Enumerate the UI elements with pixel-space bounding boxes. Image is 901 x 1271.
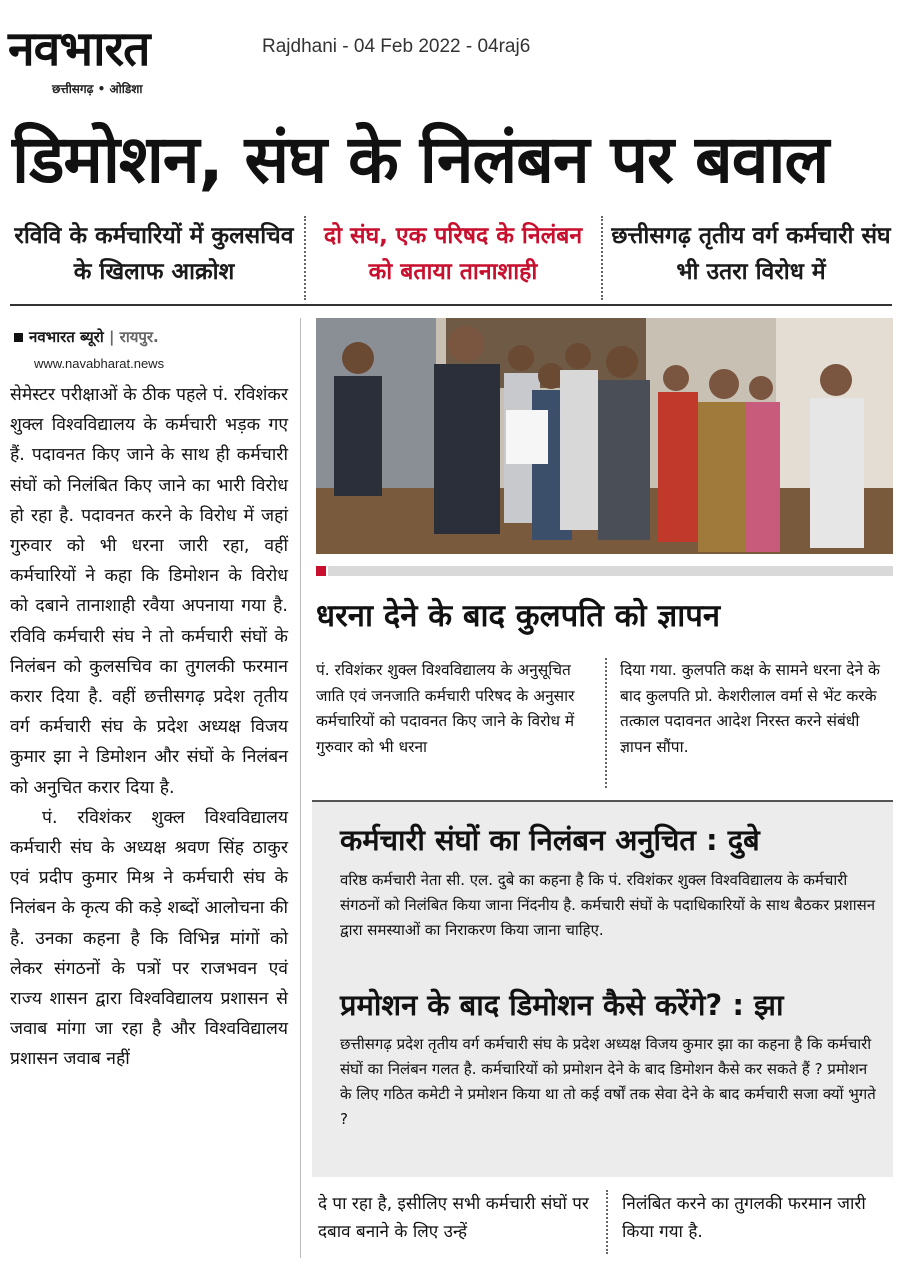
website-link[interactable]: www.navabharat.news <box>34 356 165 371</box>
byline <box>14 327 159 347</box>
subheadline-2: दो संघ, एक परिषद के निलंबन को बताया तानाशाही <box>323 223 583 285</box>
newspaper-logo: नवभारत <box>8 21 150 77</box>
bottom-text-col2: निलंबित करने का तुगलकी फरमान जारी किया गया है. <box>622 1194 866 1242</box>
main-headline: डिमोशन, संघ के निलंबन पर बवाल <box>12 121 829 198</box>
paragraph: सेमेस्टर परीक्षाओं के ठीक पहले पं. रविशंकर शुक्ल विश्वविद्यालय के कर्मचारी भड़क गए हैं. पदावनत किए जाने के साथ ही कर्मचारी संघों को निलंबित किए जाने का भारी विरोध हो रहा है. पदावनत करने के विरोध में जहां गुरुवार को भी धरना जारी रहा, वहीं कर्मचारियों ने कहा कि डिमोशन के विरोध को दबाने तानाशाही रवैया अपनाया गया है. रविवि कर्मचारी संघ ने तो कर्मचारी संघों के निलंबन को कुलसचिव का तुगलकी फरमान करार दिया है. वहीं छत्तीसगढ़ प्रदेश तृतीय वर्ग कर्मचारी संघ के प्रदेश अध्यक्ष विजय कुमार झा ने डिमोशन और संघों के निलंबन को अनुचित करार दिया है. <box>10 385 288 798</box>
column-divider <box>304 216 306 300</box>
column-divider <box>601 216 603 300</box>
section-text-col1: पं. रविशंकर शुक्ल विश्वविद्यालय के अनुसूचित जाति एवं जनजाति कर्मचारी परिषद के अनुसार कर्मचारियों को पदावनत किए जाने के विरोध में गुरुवार को भी धरना <box>316 661 575 756</box>
news-photo <box>316 318 893 554</box>
subheadline-1: रविवि के कर्मचारियों में कुलसचिव के खिलाफ आक्रोश <box>14 223 294 285</box>
photo-caption-bar <box>328 566 893 576</box>
dateline-place: | रायपुर. <box>108 328 159 346</box>
left-column-divider <box>300 318 301 1258</box>
box-text-dube: वरिष्ठ कर्मचारी नेता सी. एल. दुबे का कहना है कि पं. रविशंकर शुक्ल विश्वविद्यालय के कर्मचारी संगठनों को निलंबित किया जाना निंदनीय है. कर्मचारी संघों के पदाधिकारियों के साथ बैठकर प्रशासन द्वारा समस्याओं का निराकरण किया जाना चाहिए. <box>340 871 876 939</box>
column-divider <box>605 658 607 788</box>
paragraph: पं. रविशंकर शुक्ल विश्वविद्यालय कर्मचारी संघ के अध्यक्ष श्रवण सिंह ठाकुर एवं प्रदीप कुमार मिश्र ने कर्मचारी संघ के निलंबन के कृत्य की कड़े शब्दों आलोचना की है. उनका कहना है कि विभिन्न मांगों को लेकर संगठनों के पत्रों पर राजभवन एवं राज्य शासन द्वारा विश्वविद्यालय प्रशासन से जवाब मांगा जा रहा है और विश्वविद्यालय प्रशासन जवाब नहीं <box>10 807 288 1070</box>
column-divider <box>606 1190 608 1254</box>
box-text-jha: छत्तीसगढ़ प्रदेश तृतीय वर्ग कर्मचारी संघ के प्रदेश अध्यक्ष विजय कुमार झा का कहना है कि कर्मचारी संघों का निलंबन गलत है. कर्मचारियों को प्रमोशन देने के बाद डिमोशन कैसे कर सकते हैं ? प्रमोशन के लिए गठित कमेटी ने प्रमोशन किया था तो कई वर्षों तक सेवा देने के बाद कर्मचारी सजा क्यों भुगते ? <box>340 1035 876 1128</box>
section-heading-memorandum: धरना देने के बाद कुलपति को ज्ञापन <box>316 598 721 634</box>
bureau-name: नवभारत ब्यूरो <box>29 328 104 346</box>
article-body-left <box>10 380 288 1075</box>
box-heading-dube: कर्मचारी संघों का निलंबन अनुचित : दुबे <box>340 823 760 857</box>
edition-info: Rajdhani - 04 Feb 2022 - 04raj6 <box>262 36 531 57</box>
photo-accent-red <box>316 566 326 576</box>
subheadline-3: छत्तीसगढ़ तृतीय वर्ग कर्मचारी संघ भी उतरा विरोध में <box>611 223 891 285</box>
logo-subtitle: छत्तीसगढ़ • ओडिशा <box>52 82 143 96</box>
photo-illustration <box>316 318 893 554</box>
section-text-col2: दिया गया. कुलपति कक्ष के सामने धरना देने के बाद कुलपति प्रो. केशरीलाल वर्मा से भेंट करके तत्काल पदावनत आदेश निरस्त करने संबंधी ज्ञापन सौंपा. <box>620 661 880 756</box>
header-rule <box>10 304 892 306</box>
bullet-square-icon <box>14 333 23 342</box>
box-heading-jha: प्रमोशन के बाद डिमोशन कैसे करेंगे? : झा <box>340 988 784 1022</box>
bottom-text-col1: दे पा रहा है, इसीलिए सभी कर्मचारी संघों पर दबाव बनाने के लिए उन्हें <box>318 1194 589 1242</box>
